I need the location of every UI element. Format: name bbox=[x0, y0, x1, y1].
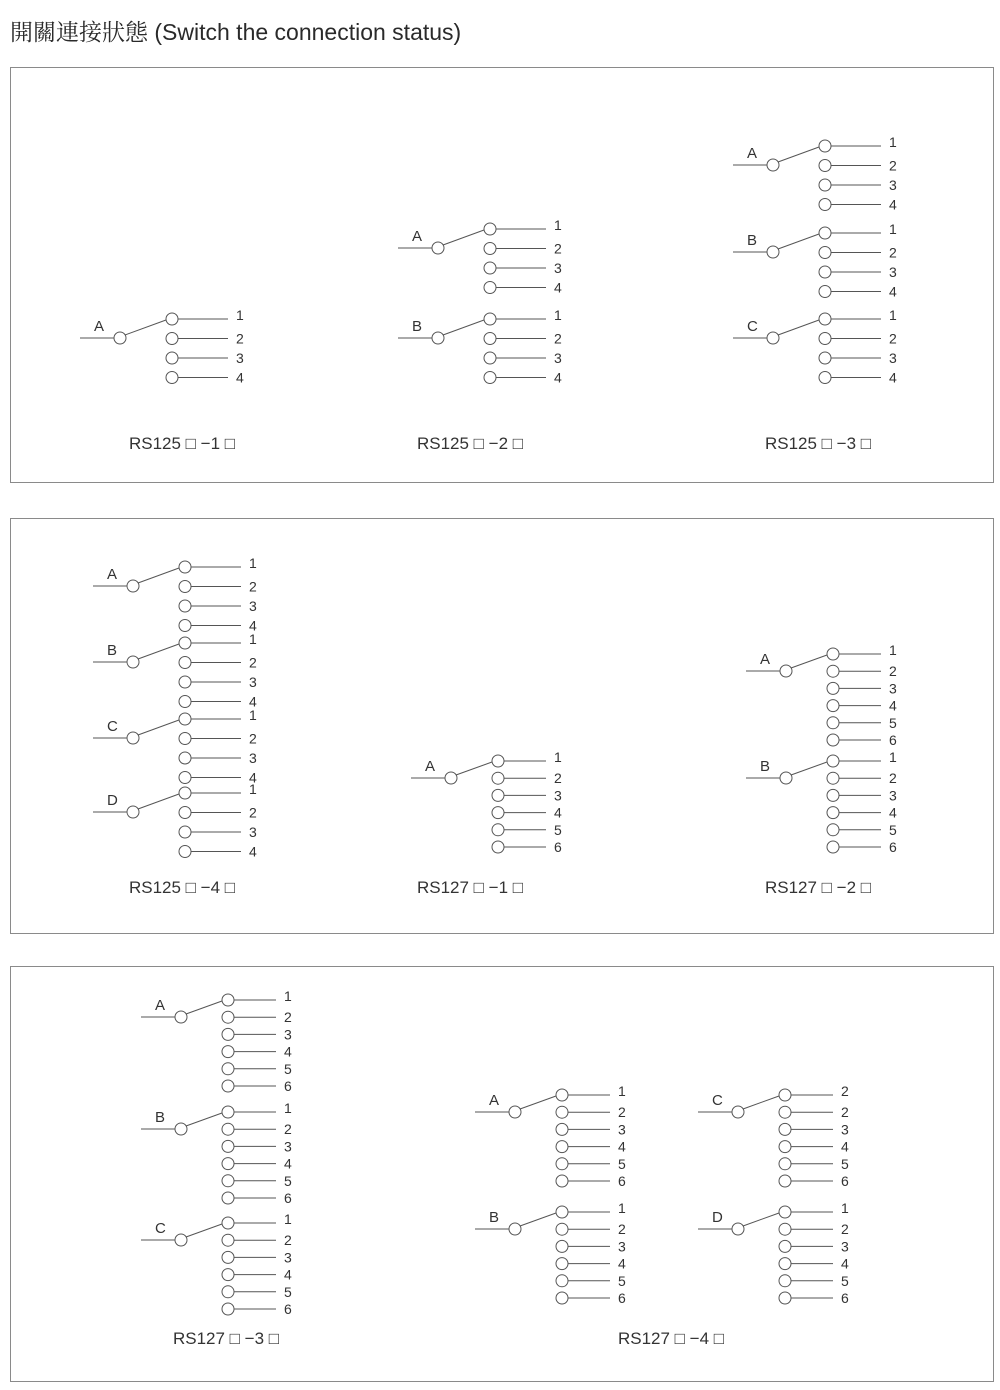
contact-terminal bbox=[779, 1123, 791, 1135]
contact-terminal bbox=[556, 1141, 568, 1153]
position-number: 4 bbox=[889, 196, 897, 213]
contact-terminal bbox=[779, 1206, 791, 1218]
contact-terminal bbox=[827, 841, 839, 853]
position-number: 2 bbox=[889, 770, 897, 787]
contact-terminal bbox=[827, 700, 839, 712]
position-number: 4 bbox=[554, 369, 562, 386]
position-number: 2 bbox=[554, 330, 562, 347]
position-number: 3 bbox=[841, 1121, 849, 1138]
position-number: 1 bbox=[554, 307, 562, 323]
switch-arm bbox=[186, 1001, 222, 1014]
position-number: 1 bbox=[618, 1200, 626, 1216]
contact-terminal bbox=[819, 333, 831, 345]
position-number: 1 bbox=[841, 1200, 849, 1216]
position-number: 1 bbox=[284, 1211, 292, 1227]
contact-terminal bbox=[556, 1089, 568, 1101]
contact-terminal bbox=[484, 243, 496, 255]
deck-c bbox=[733, 307, 897, 386]
switch-arm bbox=[443, 230, 484, 245]
contact-terminal bbox=[222, 1046, 234, 1058]
position-number: 3 bbox=[284, 1249, 292, 1266]
position-number: 4 bbox=[249, 617, 257, 634]
pivot-terminal bbox=[732, 1106, 744, 1118]
position-number: 4 bbox=[841, 1255, 849, 1272]
position-number: 5 bbox=[284, 1060, 292, 1077]
switch-arm bbox=[186, 1113, 222, 1126]
switch-arm bbox=[778, 320, 819, 335]
contact-terminal bbox=[827, 755, 839, 767]
position-number: 6 bbox=[284, 1078, 292, 1094]
contact-terminal bbox=[179, 807, 191, 819]
deck-label: A bbox=[94, 318, 105, 335]
position-number: 1 bbox=[249, 555, 257, 571]
contact-terminal bbox=[222, 1106, 234, 1118]
contact-terminal bbox=[556, 1292, 568, 1304]
switch-diagram-rs127-1 bbox=[411, 749, 562, 897]
deck-a bbox=[411, 749, 562, 855]
deck-label: B bbox=[107, 642, 118, 659]
deck-b bbox=[746, 749, 897, 855]
position-number: 2 bbox=[236, 330, 244, 347]
contact-terminal bbox=[819, 266, 831, 278]
position-number: 1 bbox=[249, 707, 257, 723]
contact-terminal bbox=[179, 752, 191, 764]
contact-terminal bbox=[222, 1158, 234, 1170]
position-number: 1 bbox=[554, 749, 562, 765]
contact-terminal bbox=[556, 1158, 568, 1170]
contact-terminal bbox=[827, 665, 839, 677]
contact-terminal bbox=[179, 826, 191, 838]
position-number: 3 bbox=[249, 750, 257, 766]
pivot-terminal bbox=[732, 1223, 744, 1235]
contact-terminal bbox=[484, 333, 496, 345]
position-number: 4 bbox=[249, 843, 257, 860]
pivot-terminal bbox=[767, 246, 779, 258]
contact-terminal bbox=[484, 372, 496, 384]
contact-terminal bbox=[222, 1303, 234, 1315]
contact-terminal bbox=[779, 1158, 791, 1170]
position-number: 2 bbox=[284, 1121, 292, 1138]
model-caption: RS125 □ −4 □ bbox=[128, 878, 236, 897]
pivot-terminal bbox=[509, 1106, 521, 1118]
deck-label: A bbox=[760, 651, 771, 668]
model-caption: RS127 □ −1 □ bbox=[416, 878, 524, 897]
contact-terminal bbox=[179, 581, 191, 593]
deck-label: A bbox=[155, 997, 166, 1014]
contact-terminal bbox=[222, 1140, 234, 1152]
position-number: 2 bbox=[889, 330, 897, 347]
deck-label: A bbox=[747, 145, 758, 162]
position-number: 6 bbox=[889, 732, 897, 748]
deck-label: C bbox=[712, 1092, 723, 1109]
position-number: 6 bbox=[284, 1301, 292, 1317]
position-number: 5 bbox=[554, 821, 562, 838]
contact-terminal bbox=[179, 787, 191, 799]
contact-terminal bbox=[556, 1106, 568, 1118]
pivot-terminal bbox=[767, 159, 779, 171]
contact-terminal bbox=[179, 637, 191, 649]
contact-terminal bbox=[222, 1028, 234, 1040]
position-number: 1 bbox=[889, 221, 897, 237]
contact-terminal bbox=[819, 352, 831, 364]
deck-d bbox=[698, 1200, 849, 1306]
contact-terminal bbox=[484, 262, 496, 274]
contact-terminal bbox=[492, 807, 504, 819]
pivot-terminal bbox=[175, 1123, 187, 1135]
contact-terminal bbox=[166, 352, 178, 364]
contact-terminal bbox=[484, 352, 496, 364]
model-caption: RS125 □ −3 □ bbox=[764, 434, 872, 453]
contact-terminal bbox=[779, 1089, 791, 1101]
position-number: 3 bbox=[889, 177, 897, 193]
position-number: 5 bbox=[618, 1272, 626, 1289]
position-number: 1 bbox=[236, 307, 244, 323]
position-number: 5 bbox=[889, 821, 897, 838]
contact-terminal bbox=[222, 1286, 234, 1298]
switch-diagram-rs125-3 bbox=[733, 134, 897, 453]
position-number: 4 bbox=[236, 369, 244, 386]
contact-terminal bbox=[556, 1175, 568, 1187]
contact-terminal bbox=[819, 199, 831, 211]
deck-b bbox=[733, 221, 897, 300]
position-number: 2 bbox=[249, 578, 257, 595]
deck-label: B bbox=[489, 1209, 500, 1226]
deck-c bbox=[141, 1211, 292, 1317]
position-number: 6 bbox=[889, 839, 897, 855]
deck-a bbox=[398, 217, 562, 296]
position-number: 2 bbox=[618, 1104, 626, 1121]
contact-terminal bbox=[222, 1063, 234, 1075]
position-number: 6 bbox=[618, 1290, 626, 1306]
position-number: 4 bbox=[889, 369, 897, 386]
switch-arm bbox=[138, 720, 179, 735]
contact-terminal bbox=[222, 1251, 234, 1263]
model-caption: RS125 □ −2 □ bbox=[416, 434, 524, 453]
position-number: 4 bbox=[889, 283, 897, 300]
contact-terminal bbox=[779, 1275, 791, 1287]
contact-terminal bbox=[827, 807, 839, 819]
contact-terminal bbox=[484, 282, 496, 294]
deck-b bbox=[141, 1100, 292, 1206]
deck-a bbox=[733, 134, 897, 213]
deck-label: A bbox=[412, 228, 423, 245]
deck-label: A bbox=[107, 566, 118, 583]
position-number: 4 bbox=[889, 697, 897, 714]
position-number: 6 bbox=[841, 1290, 849, 1306]
switch-diagram-rs125-1 bbox=[80, 307, 244, 453]
position-number: 4 bbox=[841, 1138, 849, 1155]
deck-label: D bbox=[107, 792, 118, 809]
position-number: 1 bbox=[889, 642, 897, 658]
switch-arm bbox=[791, 655, 827, 668]
pivot-terminal bbox=[175, 1011, 187, 1023]
contact-terminal bbox=[779, 1223, 791, 1235]
deck-a bbox=[80, 307, 244, 386]
model-caption: RS127 □ −2 □ bbox=[764, 878, 872, 897]
model-caption: RS127 □ −4 □ bbox=[617, 1329, 725, 1348]
switch-arm bbox=[138, 644, 179, 659]
contact-terminal bbox=[179, 676, 191, 688]
contact-terminal bbox=[179, 713, 191, 725]
switch-diagram-rs127-4 bbox=[475, 1083, 849, 1348]
model-caption: RS127 □ −3 □ bbox=[172, 1329, 280, 1348]
switch-arm bbox=[186, 1224, 222, 1237]
switch-arm bbox=[456, 762, 492, 775]
position-number: 2 bbox=[284, 1232, 292, 1249]
contact-terminal bbox=[819, 313, 831, 325]
deck-a bbox=[141, 988, 292, 1094]
position-number: 3 bbox=[618, 1121, 626, 1138]
pivot-terminal bbox=[175, 1234, 187, 1246]
pivot-terminal bbox=[445, 772, 457, 784]
deck-label: C bbox=[155, 1220, 166, 1237]
switch-arm bbox=[778, 234, 819, 249]
position-number: 1 bbox=[618, 1083, 626, 1099]
contact-terminal bbox=[222, 1123, 234, 1135]
deck-label: A bbox=[489, 1092, 500, 1109]
deck-label: C bbox=[747, 318, 758, 335]
deck-b bbox=[398, 307, 562, 386]
contact-terminal bbox=[222, 1192, 234, 1204]
position-number: 3 bbox=[554, 350, 562, 366]
position-number: 3 bbox=[284, 1138, 292, 1155]
contact-terminal bbox=[222, 1011, 234, 1023]
position-number: 4 bbox=[554, 279, 562, 296]
position-number: 4 bbox=[284, 1266, 292, 1283]
position-number: 1 bbox=[284, 1100, 292, 1116]
switch-arm bbox=[520, 1213, 556, 1226]
deck-label: B bbox=[760, 758, 771, 775]
switch-arm bbox=[138, 794, 179, 809]
contact-terminal bbox=[819, 160, 831, 172]
contact-terminal bbox=[492, 824, 504, 836]
switch-diagram-rs127-2 bbox=[746, 642, 897, 897]
contact-terminal bbox=[222, 1269, 234, 1281]
contact-terminal bbox=[492, 841, 504, 853]
contact-terminal bbox=[179, 733, 191, 745]
position-number: 4 bbox=[284, 1155, 292, 1172]
contact-terminal bbox=[827, 772, 839, 784]
position-number: 5 bbox=[284, 1172, 292, 1189]
pivot-terminal bbox=[127, 806, 139, 818]
contact-terminal bbox=[166, 313, 178, 325]
contact-terminal bbox=[779, 1141, 791, 1153]
contact-terminal bbox=[222, 1234, 234, 1246]
contact-terminal bbox=[556, 1223, 568, 1235]
position-number: 2 bbox=[554, 770, 562, 787]
position-number: 4 bbox=[889, 804, 897, 821]
contact-terminal bbox=[819, 247, 831, 259]
pivot-terminal bbox=[509, 1223, 521, 1235]
contact-terminal bbox=[222, 1080, 234, 1092]
deck-c bbox=[698, 1083, 849, 1189]
position-number: 1 bbox=[554, 217, 562, 233]
contact-terminal bbox=[779, 1258, 791, 1270]
deck-b bbox=[93, 631, 257, 710]
contact-terminal bbox=[222, 1217, 234, 1229]
contact-terminal bbox=[827, 682, 839, 694]
contact-terminal bbox=[492, 755, 504, 767]
position-number: 3 bbox=[618, 1238, 626, 1255]
position-number: 2 bbox=[889, 663, 897, 680]
contact-terminal bbox=[779, 1106, 791, 1118]
contact-terminal bbox=[827, 734, 839, 746]
switch-diagram-rs125-4 bbox=[93, 555, 257, 897]
page-title: 開關連接狀態 (Switch the connection status) bbox=[10, 19, 462, 45]
deck-c bbox=[93, 707, 257, 786]
position-number: 4 bbox=[249, 769, 257, 786]
position-number: 3 bbox=[554, 260, 562, 276]
contact-terminal bbox=[179, 620, 191, 632]
position-number: 3 bbox=[889, 350, 897, 366]
deck-label: D bbox=[712, 1209, 723, 1226]
contact-terminal bbox=[166, 372, 178, 384]
position-number: 4 bbox=[249, 693, 257, 710]
pivot-terminal bbox=[127, 580, 139, 592]
switch-arm bbox=[138, 568, 179, 583]
contact-terminal bbox=[179, 561, 191, 573]
position-number: 4 bbox=[284, 1043, 292, 1060]
contact-terminal bbox=[484, 223, 496, 235]
position-number: 3 bbox=[889, 680, 897, 697]
pivot-terminal bbox=[780, 665, 792, 677]
contact-terminal bbox=[827, 717, 839, 729]
contact-terminal bbox=[827, 789, 839, 801]
contact-terminal bbox=[179, 846, 191, 858]
position-number: 3 bbox=[249, 598, 257, 614]
contact-terminal bbox=[819, 227, 831, 239]
deck-label: A bbox=[425, 758, 436, 775]
deck-label: C bbox=[107, 718, 118, 735]
pivot-terminal bbox=[127, 656, 139, 668]
switch-arm bbox=[443, 320, 484, 335]
position-number: 1 bbox=[889, 307, 897, 323]
deck-label: B bbox=[747, 232, 758, 249]
position-number: 4 bbox=[618, 1255, 626, 1272]
contact-terminal bbox=[179, 696, 191, 708]
position-number: 6 bbox=[618, 1173, 626, 1189]
position-number: 5 bbox=[618, 1155, 626, 1172]
contact-terminal bbox=[779, 1175, 791, 1187]
contact-terminal bbox=[556, 1275, 568, 1287]
position-number: 3 bbox=[249, 674, 257, 690]
position-number: 2 bbox=[249, 730, 257, 747]
contact-terminal bbox=[556, 1123, 568, 1135]
position-number: 2 bbox=[841, 1104, 849, 1121]
deck-d bbox=[93, 781, 257, 860]
pivot-terminal bbox=[780, 772, 792, 784]
pivot-terminal bbox=[114, 332, 126, 344]
contact-terminal bbox=[166, 333, 178, 345]
switch-arm bbox=[791, 762, 827, 775]
contact-terminal bbox=[819, 372, 831, 384]
position-number: 1 bbox=[889, 749, 897, 765]
position-number: 4 bbox=[554, 804, 562, 821]
contact-terminal bbox=[779, 1292, 791, 1304]
deck-a bbox=[746, 642, 897, 748]
position-number: 3 bbox=[284, 1026, 292, 1043]
contact-terminal bbox=[827, 824, 839, 836]
position-number: 3 bbox=[889, 264, 897, 280]
contact-terminal bbox=[779, 1240, 791, 1252]
switch-arm bbox=[743, 1213, 779, 1226]
contact-terminal bbox=[179, 600, 191, 612]
position-number: 3 bbox=[554, 787, 562, 804]
position-number: 6 bbox=[554, 839, 562, 855]
position-number: 1 bbox=[889, 134, 897, 150]
contact-terminal bbox=[819, 179, 831, 191]
contact-terminal bbox=[819, 286, 831, 298]
contact-terminal bbox=[222, 994, 234, 1006]
position-number: 5 bbox=[841, 1155, 849, 1172]
contact-terminal bbox=[492, 772, 504, 784]
position-number: 2 bbox=[889, 244, 897, 261]
position-number: 3 bbox=[841, 1238, 849, 1255]
position-number: 4 bbox=[618, 1138, 626, 1155]
position-number: 3 bbox=[236, 350, 244, 366]
switch-arm bbox=[520, 1096, 556, 1109]
position-number: 5 bbox=[284, 1283, 292, 1300]
pivot-terminal bbox=[767, 332, 779, 344]
model-caption: RS125 □ −1 □ bbox=[128, 434, 236, 453]
contact-terminal bbox=[556, 1206, 568, 1218]
pivot-terminal bbox=[432, 242, 444, 254]
position-number: 6 bbox=[284, 1190, 292, 1206]
deck-label: B bbox=[412, 318, 423, 335]
deck-label: B bbox=[155, 1109, 166, 1126]
pivot-terminal bbox=[127, 732, 139, 744]
position-number: 2 bbox=[618, 1221, 626, 1238]
contact-terminal bbox=[827, 648, 839, 660]
contact-terminal bbox=[222, 1175, 234, 1187]
switch-arm bbox=[743, 1096, 779, 1109]
contact-terminal bbox=[484, 313, 496, 325]
switch-arm bbox=[778, 147, 819, 162]
switch-diagram-rs127-3 bbox=[141, 988, 292, 1348]
deck-a bbox=[93, 555, 257, 634]
position-number: 2 bbox=[554, 240, 562, 257]
contact-terminal bbox=[556, 1240, 568, 1252]
position-number: 6 bbox=[841, 1173, 849, 1189]
switch-arm bbox=[125, 320, 166, 335]
position-number: 2 bbox=[284, 1009, 292, 1026]
contact-terminal bbox=[556, 1258, 568, 1270]
contact-terminal bbox=[179, 772, 191, 784]
position-number: 3 bbox=[249, 824, 257, 840]
contact-terminal bbox=[179, 657, 191, 669]
contact-terminal bbox=[492, 789, 504, 801]
position-number: 1 bbox=[249, 781, 257, 797]
deck-b bbox=[475, 1200, 626, 1306]
contact-terminal bbox=[819, 140, 831, 152]
pivot-terminal bbox=[432, 332, 444, 344]
position-number: 3 bbox=[889, 787, 897, 804]
deck-a bbox=[475, 1083, 626, 1189]
position-number: 2 bbox=[249, 804, 257, 821]
position-number: 2 bbox=[889, 157, 897, 174]
switch-diagram-rs125-2 bbox=[398, 217, 562, 453]
position-number: 1 bbox=[249, 631, 257, 647]
position-number: 5 bbox=[841, 1272, 849, 1289]
position-number: 1 bbox=[284, 988, 292, 1004]
position-number: 2 bbox=[249, 654, 257, 671]
position-number: 2 bbox=[841, 1221, 849, 1238]
position-number: 5 bbox=[889, 714, 897, 731]
position-number: 2 bbox=[841, 1083, 849, 1099]
